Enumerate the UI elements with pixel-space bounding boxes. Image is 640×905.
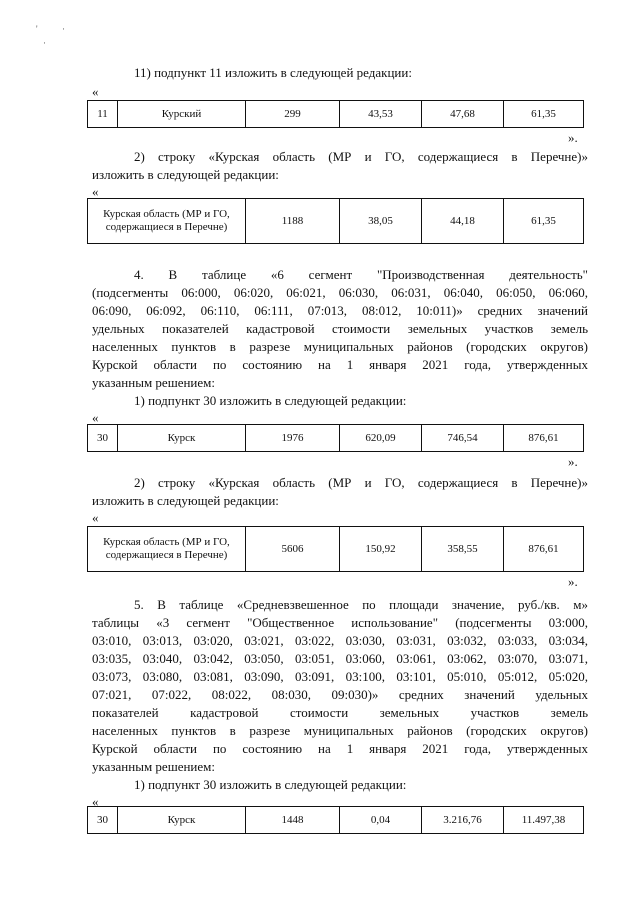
cell-count: 1188 bbox=[246, 199, 340, 244]
paragraph-sub11: 11) подпункт 11 изложить в следующей редакции: bbox=[134, 65, 412, 80]
scan-mark: · bbox=[62, 24, 65, 34]
cell-value-2: 3.216,76 bbox=[422, 807, 504, 834]
cell-value-3: 11.497,38 bbox=[504, 807, 584, 834]
open-quote: « bbox=[92, 510, 99, 525]
cell-value-1: 620,09 bbox=[340, 425, 422, 452]
cell-number: 30 bbox=[88, 807, 118, 834]
paragraph-5-line: показателей кадастровой стоимости земельных участков земель bbox=[92, 705, 588, 720]
cell-value-1: 150,92 bbox=[340, 527, 422, 572]
paragraph-4-line: удельных показателей кадастровой стоимости земельных участков земель bbox=[92, 321, 588, 336]
close-quote: ». bbox=[568, 454, 578, 469]
paragraph-5-line: 03:073, 03:080, 03:081, 03:090, 03:091, 03:100, 03:101, 05:010, 05:012, 05:020, bbox=[92, 669, 588, 684]
paragraph-4-line: населенных пунктов в разрезе муниципальных районов (городских округов) bbox=[92, 339, 588, 354]
scan-mark: · bbox=[43, 38, 46, 48]
cell-name: Курск bbox=[118, 425, 246, 452]
cell-region-name: Курская область (МР и ГО, содержащиеся в Перечне) bbox=[88, 527, 246, 572]
table-row-region bbox=[87, 526, 584, 572]
cell-value-3: 61,35 bbox=[504, 199, 584, 244]
paragraph-row-line1: 2) строку «Курская область (МР и ГО, содержащиеся в Перечне)» bbox=[134, 149, 588, 164]
paragraph-5-line: таблицы «3 сегмент "Общественное использование" (подсегменты 03:000, bbox=[92, 615, 588, 630]
table-row-kursk bbox=[87, 424, 584, 452]
paragraph-row-line2: изложить в следующей редакции: bbox=[92, 167, 279, 182]
cell-region-name: Курская область (МР и ГО, содержащиеся в Перечне) bbox=[88, 199, 246, 244]
paragraph-4-line: 4. В таблице «6 сегмент "Производственная деятельность" bbox=[134, 267, 588, 282]
paragraph-4-line: Курской области по состоянию на 1 января 2021 года, утвержденных bbox=[92, 357, 588, 372]
cell-name: Курский bbox=[118, 101, 246, 128]
paragraph-5-line: 03:035, 03:040, 03:042, 03:050, 03:051, 03:060, 03:061, 03:062, 03:070, 03:071, bbox=[92, 651, 588, 666]
cell-count: 1448 bbox=[246, 807, 340, 834]
table-row-kursky bbox=[87, 100, 584, 128]
paragraph-4-sub1: 1) подпункт 30 изложить в следующей редакции: bbox=[134, 393, 407, 408]
paragraph-5-line: 5. В таблице «Средневзвешенное по площади значение, руб./кв. м» bbox=[134, 597, 588, 612]
paragraph-5-line: Курской области по состоянию на 1 января 2021 года, утвержденных bbox=[92, 741, 588, 756]
cell-value-3: 61,35 bbox=[504, 101, 584, 128]
table-row-kursk bbox=[87, 806, 584, 834]
cell-value-1: 43,53 bbox=[340, 101, 422, 128]
cell-count: 299 bbox=[246, 101, 340, 128]
cell-value-2: 47,68 bbox=[422, 101, 504, 128]
cell-count: 1976 bbox=[246, 425, 340, 452]
paragraph-5-line: указанным решением: bbox=[92, 759, 215, 774]
paragraph-row-line2: изложить в следующей редакции: bbox=[92, 493, 279, 508]
cell-value-1: 0,04 bbox=[340, 807, 422, 834]
cell-value-2: 44,18 bbox=[422, 199, 504, 244]
open-quote: « bbox=[92, 84, 99, 99]
paragraph-5-line: 03:010, 03:013, 03:020, 03:021, 03:022, 03:030, 03:031, 03:032, 03:033, 03:034, bbox=[92, 633, 588, 648]
cell-value-2: 746,54 bbox=[422, 425, 504, 452]
cell-value-2: 358,55 bbox=[422, 527, 504, 572]
open-quote: « bbox=[92, 794, 99, 809]
close-quote: ». bbox=[568, 130, 578, 145]
cell-value-3: 876,61 bbox=[504, 425, 584, 452]
cell-count: 5606 bbox=[246, 527, 340, 572]
close-quote: ». bbox=[568, 574, 578, 589]
open-quote: « bbox=[92, 184, 99, 199]
table-row-region bbox=[87, 198, 584, 244]
cell-number: 11 bbox=[88, 101, 118, 128]
paragraph-4-line: указанным решением: bbox=[92, 375, 215, 390]
cell-value-3: 876,61 bbox=[504, 527, 584, 572]
paragraph-row-line1: 2) строку «Курская область (МР и ГО, содержащиеся в Перечне)» bbox=[134, 475, 588, 490]
paragraph-4-line: (подсегменты 06:000, 06:020, 06:021, 06:030, 06:031, 06:040, 06:050, 06:060, bbox=[92, 285, 588, 300]
open-quote: « bbox=[92, 410, 99, 425]
scan-mark: ' bbox=[36, 24, 38, 34]
paragraph-5-line: населенных пунктов в разрезе муниципальных районов (городских округов) bbox=[92, 723, 588, 738]
cell-name: Курск bbox=[118, 807, 246, 834]
cell-value-1: 38,05 bbox=[340, 199, 422, 244]
paragraph-5-line: 07:021, 07:022, 08:022, 08:030, 09:030)» средних значений удельных bbox=[92, 687, 588, 702]
cell-number: 30 bbox=[88, 425, 118, 452]
paragraph-5-sub1: 1) подпункт 30 изложить в следующей редакции: bbox=[134, 777, 407, 792]
paragraph-4-line: 06:090, 06:092, 06:110, 06:111, 07:013, 08:012, 10:011)» средних значений bbox=[92, 303, 588, 318]
